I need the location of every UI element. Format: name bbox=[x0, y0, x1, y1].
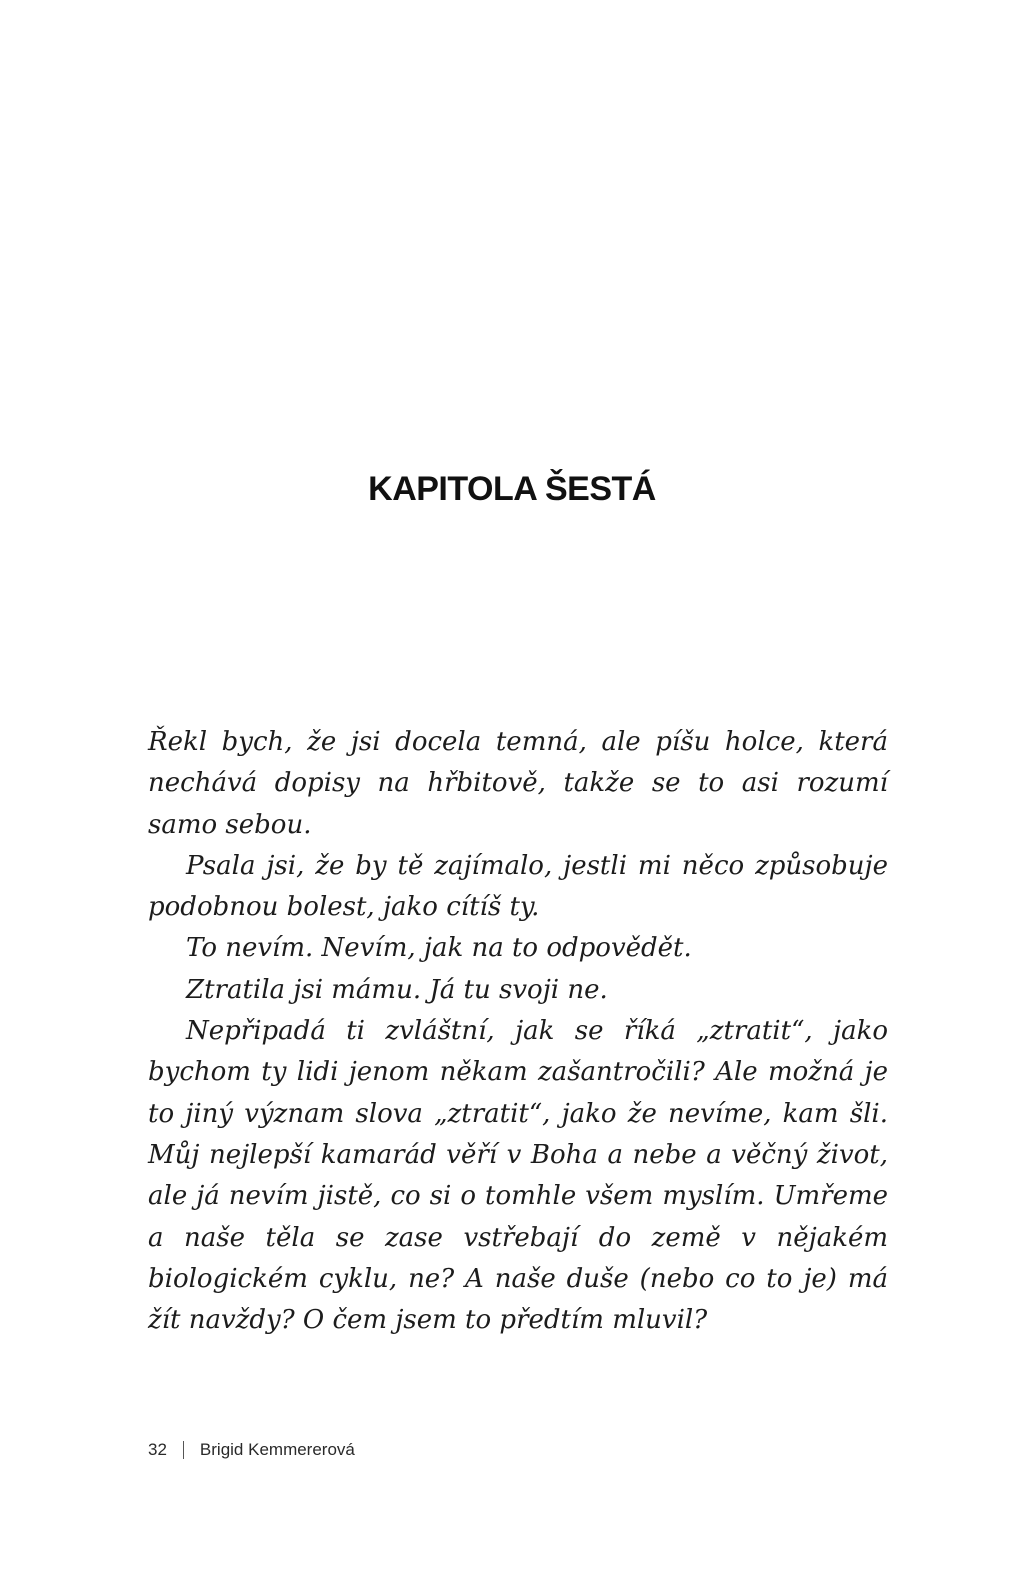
letter-paragraph: Řekl bych, že jsi docela temná, ale píšu holce, která nechává dopisy na hřbitově, takže se to asi rozumí samo sebou. bbox=[148, 727, 888, 840]
author-name: Brigid Kemmererová bbox=[199, 1440, 355, 1459]
handwritten-letter bbox=[148, 722, 888, 1341]
letter-paragraph: Psala jsi, že by tě zajímalo, jestli mi něco způsobuje podobnou bolest, jako cítíš ty. bbox=[148, 850, 888, 923]
letter-paragraph: To nevím. Nevím, jak na to odpovědět. bbox=[186, 933, 692, 964]
page-footer bbox=[148, 1440, 355, 1460]
page-number: 32 bbox=[148, 1440, 167, 1459]
chapter-title: KAPITOLA ŠESTÁ bbox=[368, 470, 656, 508]
footer-divider bbox=[183, 1441, 184, 1459]
letter-paragraph: Nepřipadá ti zvláštní, jak se říká „ztratit“, jako bychom ty lidi jenom někam zašantročili? Ale možná je to jiný význam slova „ztratit“, jako že nevíme, kam šli. Můj nejlepší kamarád věří v Boha a nebe a věčný život, ale já nevím jistě, co si o tomhle všem myslím. Umřeme a naše těla se zase vstřebají do země v nějakém biologickém cyklu, ne? A naše duše (nebo co to je) má žít navždy? O čem jsem to předtím mluvil? bbox=[148, 1016, 888, 1336]
letter-paragraph: Ztratila jsi mámu. Já tu svoji ne. bbox=[186, 974, 608, 1005]
